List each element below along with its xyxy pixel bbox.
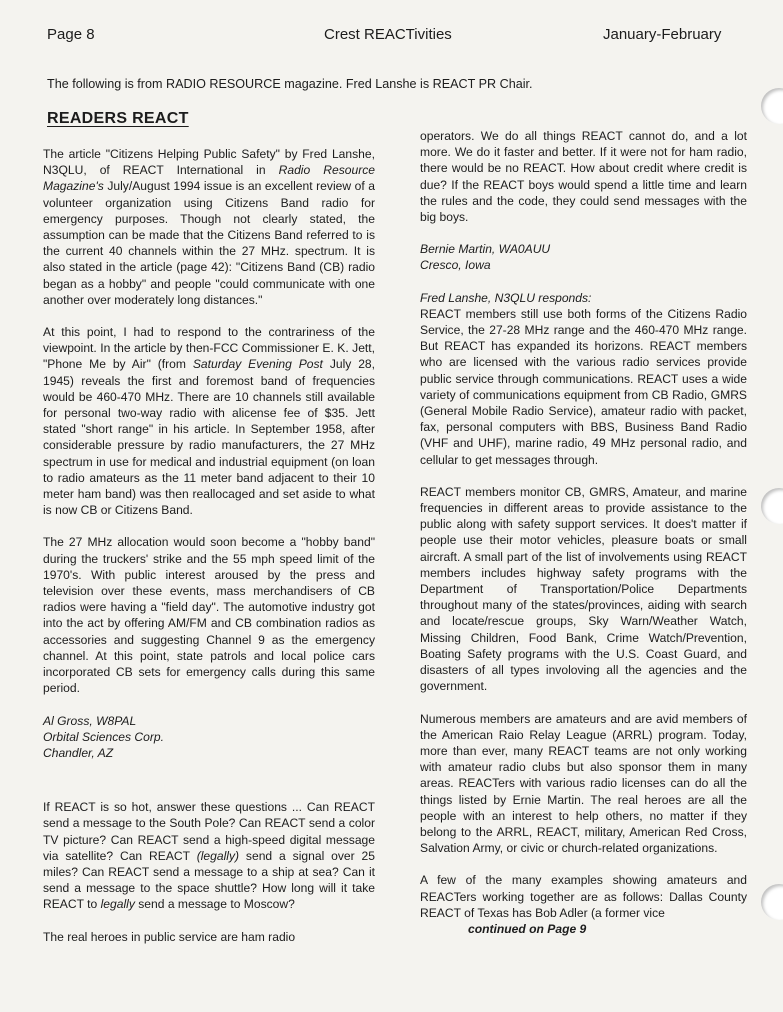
response-paragraph: Numerous members are amateurs and are avid members of the American Raio Relay League (ARRL) program. Today, more than ever, many REACT teams are not only working with amateur radio clubs but also sponsor them in many areas. REACTers with various radio licenses can do all the things listed by Ernie Martin. The real heroes are all the people with an interest to help others, no matter if they belong to the ARRL, REACT, military, American Red Cross, Salvation Army, or civic or church-related organizations. <box>420 711 747 856</box>
page-number: Page 8 <box>47 26 95 43</box>
right-column <box>420 128 747 937</box>
issue-date: January-February <box>603 26 722 43</box>
binder-hole <box>761 88 783 124</box>
signature-name: Bernie Martin, WA0AUU <box>420 242 551 257</box>
letter-signature <box>43 713 375 762</box>
signature-org: Orbital Sciences Corp. <box>43 729 164 744</box>
section-title: READERS REACT <box>47 110 189 127</box>
letter-signature <box>420 241 747 273</box>
response-paragraph: REACT members monitor CB, GMRS, Amateur, and marine frequencies in different areas to provide assistance to the public along with safety support services. It does't matter if people use their motor vehicles, pleasure boats or small aircraft. A small part of the list of involvements using REACT members includes highway safety programs with the Department of Transportation/Police Departments throughout many of the states/provinces, aiding with search and locate/rescue groups, Sky Warn/Weather Watch, Missing Children, Food Bank, Crime Watch/Prevention, Boating Safety programs with the U.S. Coast Guard, and disasters of all types involoving all the agencies and the government. <box>420 484 747 694</box>
intro-line: The following is from RADIO RESOURCE magazine. Fred Lanshe is REACT PR Chair. <box>47 77 533 91</box>
binder-hole <box>761 488 783 524</box>
response-paragraph: A few of the many examples showing amateurs and REACTers working together are as follows: Dallas County REACT of Texas has Bob Adler (a former vice <box>420 873 747 920</box>
signature-name: Al Gross, W8PAL <box>43 713 137 728</box>
response-heading: Fred Lanshe, N3QLU responds: <box>420 290 592 305</box>
letter-paragraph: If REACT is so hot, answer these questions ... Can REACT send a message to the South Pole? Can REACT send a color TV picture? Can REACT send a high-speed digital message via satellite? Can REACT (legally) send a signal over 25 miles? Can REACT send a message to a ship at sea? Can it send a message to the space shuttle? How long will it take REACT to legally send a message to Moscow? <box>43 800 376 912</box>
letter-paragraph: At this point, I had to respond to the contrariness of the viewpoint. In the article by then-FCC Commissioner E. K. Jett, "Phone Me by Air" (from Saturday Evening Post July 28, 1945) reveals the first and foremost band of frequencies would be 460-470 MHz. There are 10 channels still available for personal two-way radio with alicense fee of $35. Jett stated "short range" in his article. In September 1958, after considerable pressure by radio manufacturers, the 27 MHz spectrum in use for medical and industrial equipment (on loan to radio amateurs as the 11 meter band adjacent to their 10 meter ham band) was then reallocaged and set aside to what is now CB or Citizens Band. <box>43 325 376 518</box>
magazine-title: Radio Resource Magazine's <box>43 163 376 194</box>
letter-paragraph: The 27 MHz allocation would soon become a "hobby band" during the truckers' strike and the 55 mph speed limit of the 1970's. With public interest aroused by the press and television over these events, mass merchandisers of CB radios were having a "field day". The automotive industry got into the act by offering AM/FM and CB combination radios as accessories and suggesting Channel 9 as the emergency channel. At this point, state patrols and local police cars incorporated CB sets for emergency calls during this same period. <box>43 535 375 696</box>
continued-note: continued on Page 9 <box>468 921 587 936</box>
left-column <box>43 146 375 945</box>
publication-title: Crest REACTivities <box>324 26 452 43</box>
signature-place: Chandler, AZ <box>43 745 114 760</box>
letter-paragraph: operators. We do all things REACT cannot do, and a lot more. We do it faster and better. If it were not for ham radio, there would be no REACT. How about credit where credit is due? If the REACT boys would spend a little time and learn the rules and the code, they could send messages with the big boys. <box>420 129 747 225</box>
publication-name: Saturday Evening Post <box>192 357 323 372</box>
signature-place: Cresco, Iowa <box>420 258 491 273</box>
binder-hole <box>761 884 783 920</box>
letter-paragraph: The real heroes in public service are ham radio <box>43 929 296 944</box>
letter-paragraph: The article "Citizens Helping Public Safety" by Fred Lanshe, N3QLU, of REACT International in Radio Resource Magazine's July/August 1994 issue is an excellent review of a volunteer organization using Citizens Band radio for emergency purposes. Though not clearly stated, the assumption can be made that the Citizens Band referred to is the current 40 channels within the 27 MHz. spectrum. It is also stated in the article (page 42): "Citizens Band (CB) radio began as a hobby" and people "could communicate with one another over moderately long distances." <box>43 147 376 307</box>
response-paragraph: REACT members still use both forms of the Citizens Radio Service, the 27-28 MHz range and the 460-470 MHz range. But REACT has expanded its horizons. REACT members who are licensed with the various radio services provide public service through communications. REACT uses a wide variety of communications equipment from CB Radio, GMRS (General Mobile Radio Service), amateur radio with packet, fax, personal computers with BBS, Business Band Radio (VHF and UHF), marine radio, 49 MHz personal radio, and cellular to get messages through. <box>420 306 747 467</box>
